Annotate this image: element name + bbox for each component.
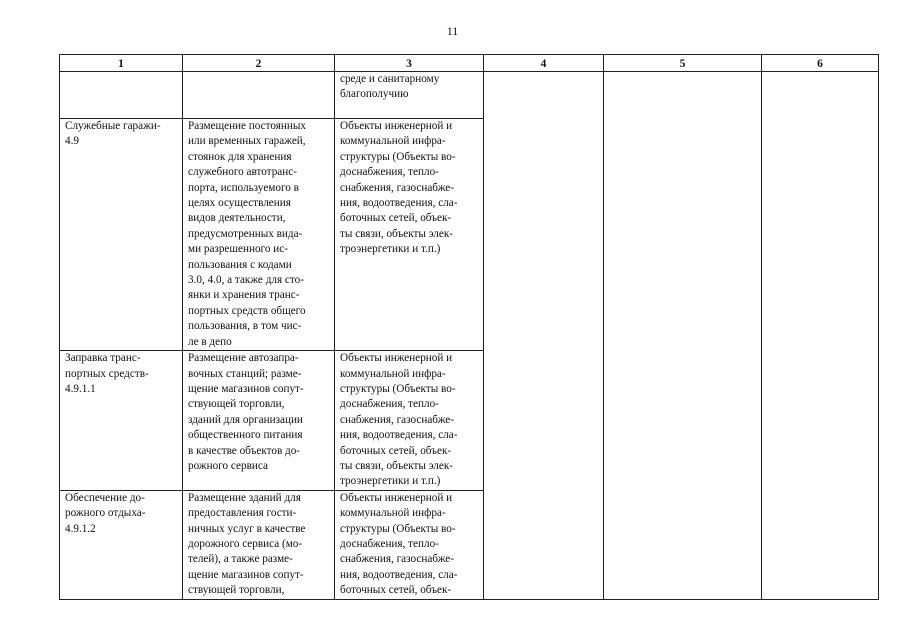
table-row <box>60 72 879 119</box>
cell-description: Размещение зданий для предоставления гости- ничных услуг в качестве дорожного сервиса (мо- телей), а также разме- щение магазинов сопут- ствующей торговли, <box>183 490 335 599</box>
cell-column-4 <box>484 72 604 600</box>
column-header-3: 3 <box>335 55 484 72</box>
column-header-5: 5 <box>604 55 762 72</box>
cell-auxiliary-use: Объекты инженерной и коммунальной инфра- структуры (Объекты во- доснабжения, тепло- снабжения, газоснабже- ния, водоотведения, сла- боточных сетей, объек- <box>335 490 484 599</box>
cell-type-name: Заправка транс- портных средств- 4.9.1.1 <box>60 351 183 491</box>
cell-auxiliary-use: Объекты инженерной и коммунальной инфра- структуры (Объекты во- доснабжения, тепло- снабжения, газоснабже- ния, водоотведения, сла- боточных сетей, объек- ты связи, объекты элек- троэнергетики и т.п.) <box>335 119 484 351</box>
cell-description <box>183 72 335 119</box>
cell-auxiliary-use: среде и санитарному благополучию <box>335 72 484 119</box>
land-use-table <box>59 54 879 600</box>
cell-description: Размещение постоянных или временных гаражей, стоянок для хранения служебного автотранс- порта, используемого в целях осуществления видов деятельности, предусмотренных вида- ми разрешенного ис- пользования с кодами 3.0, 4.0, а также для сто- янки и хранения транс- портных средств общего пользования, в том чис- ле в депо <box>183 119 335 351</box>
cell-type-name: Служебные гаражи- 4.9 <box>60 119 183 351</box>
cell-description: Размещение автозапра- вочных станций; разме- щение магазинов сопут- ствующей торговли, зданий для организации общественного питания в качестве объектов до- рожного сервиса <box>183 351 335 491</box>
table-header-row <box>60 55 879 72</box>
column-header-4: 4 <box>484 55 604 72</box>
cell-type-name: Обеспечение до- рожного отдыха- 4.9.1.2 <box>60 490 183 599</box>
cell-auxiliary-use: Объекты инженерной и коммунальной инфра- структуры (Объекты во- доснабжения, тепло- снабжения, газоснабже- ния, водоотведения, сла- боточных сетей, объек- ты связи, объекты элек- троэнергетики и т.п.) <box>335 351 484 491</box>
cell-column-6 <box>762 72 879 600</box>
cell-column-5 <box>604 72 762 600</box>
column-header-6: 6 <box>762 55 879 72</box>
column-header-2: 2 <box>183 55 335 72</box>
page-number: 11 <box>446 24 459 38</box>
column-header-1: 1 <box>60 55 183 72</box>
cell-type-name <box>60 72 183 119</box>
